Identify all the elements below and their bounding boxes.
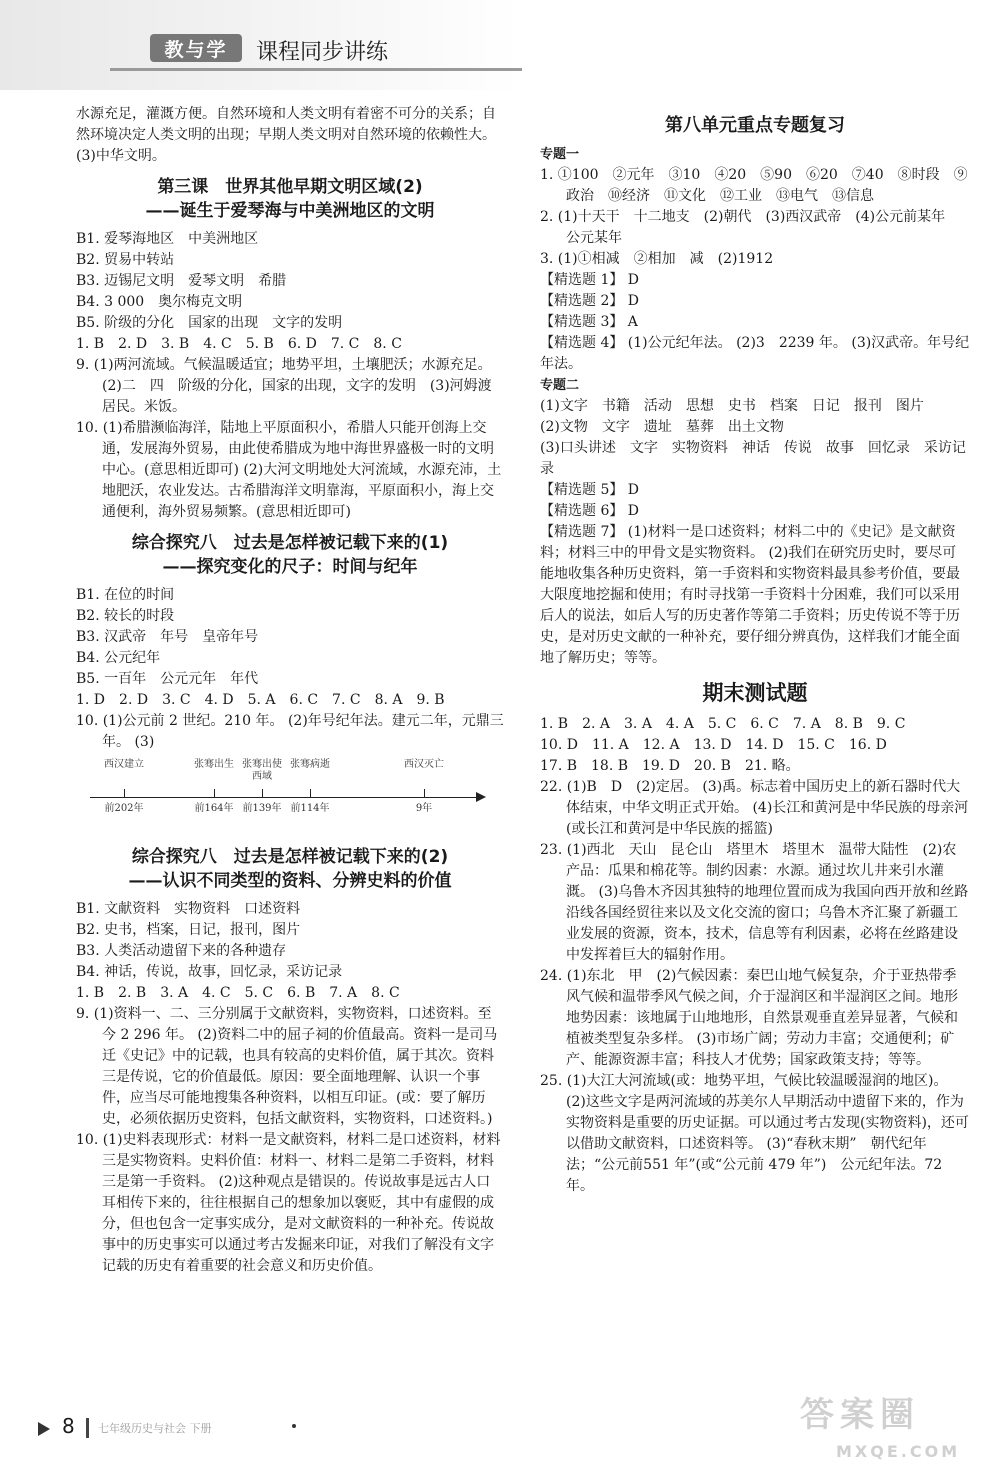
answer-item: B1. 爱琴海地区 中美洲地区	[76, 231, 259, 247]
timeline-tick	[214, 789, 215, 797]
watermark	[800, 1394, 980, 1470]
footer-divider	[86, 1418, 89, 1438]
timeline-event-label: 张骞出生	[194, 759, 234, 770]
explore8-2-title: 综合探究八 过去是怎样被记载下来的(2)	[131, 847, 449, 867]
answer-item: 【精选题 7】 (1)材料一是口述资料；材料二中的《史记》是文献资料；材料三中的甲骨文是实物资料。 (2)我们在研究历史时，要尽可能地收集各种历史资料，第一手资料和实物资料最具参考价值，要最大限度地挖掘和使用；有时寻找第一手资料十分困难，我们可以采用后人的说法，如后人写的历史著作等第二手资料；历史传说不等于历史，是对历史文献的一种补充，要仔细分辨真伪，这样我们才能全面地了解历史；等等。	[540, 524, 960, 666]
answer-item: B1. 文献资料 实物资料 口述资料	[76, 901, 301, 917]
footer-dot	[292, 1424, 296, 1428]
answer-item: B2. 贸易中转站	[76, 252, 175, 268]
answer-item: (1)文字 书籍 活动 思想 史书 档案 日记 报刊 图片	[540, 398, 924, 414]
answer-item: 1. ①100 ②元年 ③10 ④20 ⑤90 ⑥20 ⑦40 ⑧时段 ⑨政治 ⑩经济 ⑪文化 ⑫工业 ⑬电气 ⑬信息	[540, 167, 968, 204]
answer-item: B4. 公元纪年	[76, 650, 161, 666]
answer-item: B4. 神话，传说，故事，回忆录，采访记录	[76, 964, 343, 980]
answer-item: 17. B 18. B 19. D 20. B 21. 略。	[540, 758, 800, 774]
answer-item: B3. 迈锡尼文明 爱琴文明 希腊	[76, 273, 287, 289]
page-number: 8	[62, 1414, 75, 1438]
right-column	[540, 104, 970, 1203]
header-rule	[110, 68, 522, 71]
answer-item: B2. 史书，档案，日记，报刊，图片	[76, 922, 301, 938]
watermark-title: 答案圈	[800, 1395, 920, 1435]
answer-item: 25. (1)大江大河流域(或：地势平坦，气候比较温暖湿润的地区)。 (2)这些文字是两河流域的苏美尔人早期活动中遗留下来的，作为实物资料是重要的历史证据。可以通过考古发现(实物资料)，还可以借助文献资料，口述资料等。 (3)“春秋末期” 朝代纪年法；“公元前551 年”(或“公元前 479 年”) 公元纪年法。72 年。	[540, 1073, 969, 1194]
answer-item: 1. B 2. B 3. A 4. C 5. C 6. B 7. A 8. C	[76, 985, 400, 1001]
answer-item: 【精选题 1】 D	[540, 272, 640, 288]
timeline-diagram	[76, 755, 504, 837]
explore8-2-subtitle: ——认识不同类型的资料、分辨史料的价值	[128, 871, 452, 891]
answer-item: B3. 人类活动遗留下来的各种遗存	[76, 943, 287, 959]
answer-item: B1. 在位的时间	[76, 587, 175, 603]
answer-item: B5. 一百年 公元元年 年代	[76, 671, 259, 687]
topic1-label: 专题一	[540, 147, 580, 162]
answer-item: 10. (1)史料表现形式：材料一是文献资料，材料二是口述资料，材料三是实物资料。史料价值：材料一、材料二是第二手资料，材料三是第一手资料。 (2)这种观点是错误的。传说故事是远古人口耳相传下来的，往往根据自己的想象加以褒贬，其中有虚假的成分，但也包含一定事实成分，是对文献资料的一种补充。传说故事中的历史事实可以通过考古发掘来印证，对我们了解没有文字记载的历史有着重要的社会意义和历史价值。	[76, 1132, 501, 1274]
timeline-year-label: 9年	[415, 803, 433, 814]
final-exam-title: 期末测试题	[702, 681, 808, 705]
book-name: 七年级历史与社会 下册	[98, 1422, 212, 1435]
timeline-axis	[90, 797, 480, 798]
topic2-label: 专题二	[540, 378, 580, 393]
answer-item: 1. B 2. A 3. A 4. A 5. C 6. C 7. A 8. B 9. C	[540, 716, 906, 732]
series-title: 课程同步讲练	[256, 40, 389, 65]
timeline-year-label: 前164年	[194, 803, 234, 814]
answer-item: B3. 汉武帝 年号 皇帝年号	[76, 629, 259, 645]
answer-item: 【精选题 4】 (1)公元纪年法。 (2)3 2239 年。 (3)汉武帝。年号纪年法。	[540, 335, 970, 372]
timeline-event-label: 张骞出使西域	[242, 759, 282, 782]
answer-item: B4. 3 000 奥尔梅克文明	[76, 294, 243, 310]
answer-item: (3)口头讲述 文字 实物资料 神话 传说 故事 回忆录 采访记录	[540, 440, 966, 477]
answer-item: 3. (1)①相减 ②相加 减 (2)1912	[540, 251, 774, 267]
explore8-2-section	[76, 845, 504, 1277]
timeline-tick	[310, 789, 311, 797]
timeline-tick	[124, 789, 125, 797]
answer-item: 2. (1)十天干 十二地支 (2)朝代 (3)西汉武帝 (4)公元前某年 公元某年	[540, 209, 960, 246]
unit8-title: 第八单元重点专题复习	[665, 115, 845, 136]
answer-item: 24. (1)东北 甲 (2)气候因素：秦巴山地气候复杂，介于亚热带季风气候和温带季风气候之间，介于湿润区和半湿润区之间。地形地势因素：该地属于山地地形，自然景观垂直差异显著，气候和植被类型复杂多样。 (3)市场广阔；劳动力丰富；交通便利；矿产、能源资源丰富；科技人才优势；国家政策支持；等等。	[540, 968, 958, 1068]
answer-item: 1. B 2. D 3. B 4. C 5. B 6. D 7. C 8. C	[76, 336, 402, 352]
explore8-1-title: 综合探究八 过去是怎样被记载下来的(1)	[131, 533, 449, 553]
answer-item: 1. D 2. D 3. C 4. D 5. A 6. C 7. C 8. A 9. B	[76, 692, 445, 708]
timeline-event-label: 西汉建立	[104, 759, 144, 770]
answer-item: 22. (1)B D (2)定居。 (3)禹。标志着中国历史上的新石器时代大体结束，中华文明正式开始。 (4)长江和黄河是中华民族的母亲河(或长江和黄河是中华民族的摇篮)	[540, 779, 969, 837]
brand-logo: 教与学	[150, 34, 242, 62]
arrow-right-icon	[38, 1422, 50, 1436]
timeline-year-label: 前139年	[242, 803, 282, 814]
timeline-year-label: 前114年	[290, 803, 330, 814]
lesson3-subtitle: ——诞生于爱琴海与中美洲地区的文明	[145, 201, 435, 221]
lesson3-section	[76, 175, 504, 523]
timeline-tick	[262, 789, 263, 797]
answer-item: 【精选题 5】 D	[540, 482, 640, 498]
timeline-event-label: 张骞病逝	[290, 759, 330, 770]
answer-item: 【精选题 2】 D	[540, 293, 640, 309]
answer-item: 【精选题 6】 D	[540, 503, 640, 519]
timeline-arrow-icon	[476, 792, 486, 802]
intro-paragraph: 水源充足，灌溉方便。自然环境和人类文明有着密不可分的关系；自然环境决定人类文明的出现；早期人类文明对自然环境的依赖性大。 (3)中华文明。	[76, 106, 496, 164]
answer-item: 10. D 11. A 12. A 13. D 14. D 15. C 16. D	[540, 737, 887, 753]
lesson3-title: 第三课 世界其他早期文明区域(2)	[157, 177, 423, 197]
timeline-event-label: 西汉灭亡	[404, 759, 444, 770]
answer-item: 23. (1)西北 天山 昆仑山 塔里木 塔里木 温带大陆性 (2)农产品：瓜果和棉花等。制约因素：水源。通过坎儿井来引水灌溉。 (3)乌鲁木齐因其独特的地理位置而成为我国向西开放和丝路沿线各国经贸往来以及文化交流的窗口；乌鲁木齐汇聚了新疆工业发展的资源，资本，技术，信息等有利因素，必将在丝路建设中发挥着巨大的辐射作用。	[540, 842, 969, 963]
answer-item: 9. (1)两河流域。气候温暖适宜；地势平坦，土壤肥沃；水源充足。 (2)二 四 阶级的分化，国家的出现，文字的发明 (3)河姆渡居民。米饭。	[76, 357, 492, 415]
answer-item: 【精选题 3】 A	[540, 314, 638, 330]
answer-item: 10. (1)希腊濒临海洋，陆地上平原面积小，希腊人只能开创海上交通，发展海外贸易，由此使希腊成为地中海世界盛极一时的文明中心。(意思相近即可) (2)大河文明地处大河流域，水源充沛，土地肥沃，农业发达。古希腊海洋文明靠海，平原面积小，海上交通便利，海外贸易频繁。(意思相近即可)	[76, 420, 502, 520]
explore8-1-section	[76, 531, 504, 837]
answer-item: 9. (1)资料一、二、三分别属于文献资料，实物资料，口述资料。至今 2 296 年。 (2)资料二中的屈子祠的价值最高。资料一是司马迁《史记》中的记载，也具有较高的史料价值，属于其次。资料三是传说，它的价值最低。原因：要全面地理解、认识一个事件，应当尽可能地搜集各种资料，以相互印证。(或：要了解历史，必须依据历史资料，包括文献资料，实物资料，口述资料。)	[76, 1006, 498, 1127]
timeline-tick	[424, 789, 425, 797]
left-column	[76, 104, 504, 1283]
answer-item: B5. 阶级的分化 国家的出现 文字的发明	[76, 315, 343, 331]
timeline-year-label: 前202年	[104, 803, 144, 814]
answer-item: 10. (1)公元前 2 世纪。210 年。 (2)年号纪年法。建元二年，元鼎三年。 (3)	[76, 713, 504, 750]
watermark-url: MXQE.COM	[836, 1442, 961, 1461]
answer-item: (2)文物 文字 遗址 墓葬 出土文物	[540, 419, 784, 435]
final-exam-section	[540, 683, 970, 1197]
unit8-review-section	[540, 114, 970, 669]
answer-item: B2. 较长的时段	[76, 608, 175, 624]
explore8-1-subtitle: ——探究变化的尺子：时间与纪年	[162, 557, 418, 577]
